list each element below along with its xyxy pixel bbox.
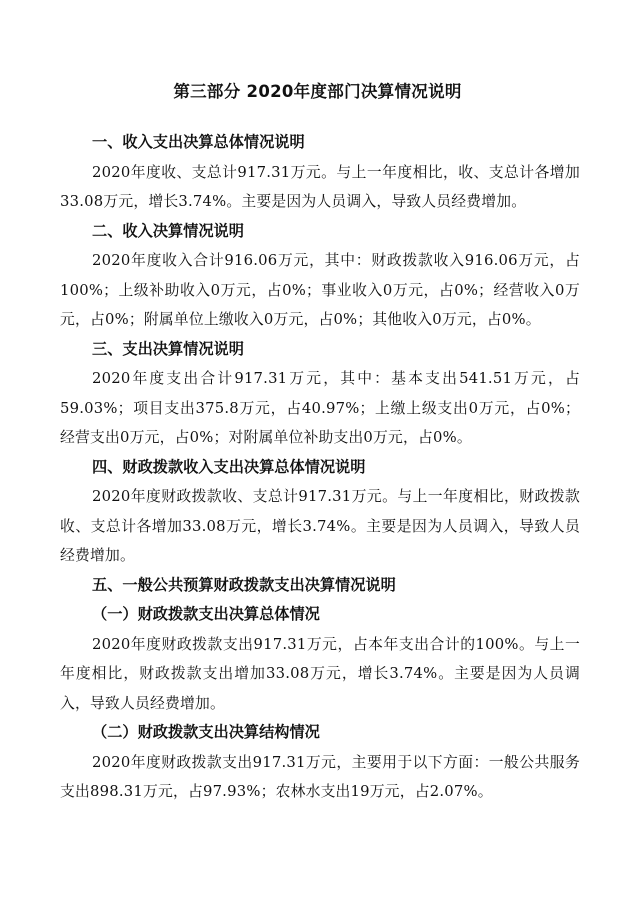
section-heading-2: 二、收入决算情况说明 [92, 221, 244, 240]
section-heading-4: 四、财政拨款收入支出决算总体情况说明 [92, 457, 366, 476]
section-heading-5: 五、一般公共预算财政拨款支出决算情况说明 [92, 575, 396, 594]
section-paragraph-1: 2020年度收、支总计917.31万元。与上一年度相比，收、支总计各增加33.08万元，增长3.74%。主要是因为人员调入，导致人员经费增加。 [60, 163, 580, 210]
subsection-paragraph-5-1: 2020年度财政拨款支出917.31万元，占本年支出合计的100%。与上一年度相比，财政拨款支出增加33.08万元，增长3.74%。主要是因为人员调入，导致人员经费增加。 [60, 635, 580, 712]
document-body [60, 128, 580, 807]
page-title: 第三部分 2020年度部门决算情况说明 [173, 82, 462, 101]
section-paragraph-3: 2020年度支出合计917.31万元，其中：基本支出541.51万元，占59.03%；项目支出375.8万元，占40.97%；上缴上级支出0万元，占0%；经营支出0万元，占0%；对附属单位补助支出0万元，占0%。 [60, 370, 580, 446]
section-heading-3: 三、支出决算情况说明 [92, 339, 244, 358]
subsection-paragraph-5-2: 2020年度财政拨款支出917.31万元，主要用于以下方面：一般公共服务支出898.31万元，占97.93%；农林水支出19万元，占2.07%。 [60, 753, 580, 800]
subsection-heading-5-2: （二）财政拨款支出决算结构情况 [92, 723, 320, 741]
section-heading-1: 一、收入支出决算总体情况说明 [92, 133, 305, 151]
subsection-heading-5-1: （一）财政拨款支出决算总体情况 [92, 605, 320, 623]
section-paragraph-2: 2020年度收入合计916.06万元，其中：财政拨款收入916.06万元，占100%；上级补助收入0万元，占0%；事业收入0万元，占0%；经营收入0万元，占0%；附属单位上缴收入0万元，占0%；其他收入0万元，占0%。 [60, 252, 580, 328]
section-paragraph-4: 2020年度财政拨款收、支总计917.31万元。与上一年度相比，财政拨款收、支总计各增加33.08万元，增长3.74%。主要是因为人员调入，导致人员经费增加。 [60, 488, 580, 564]
